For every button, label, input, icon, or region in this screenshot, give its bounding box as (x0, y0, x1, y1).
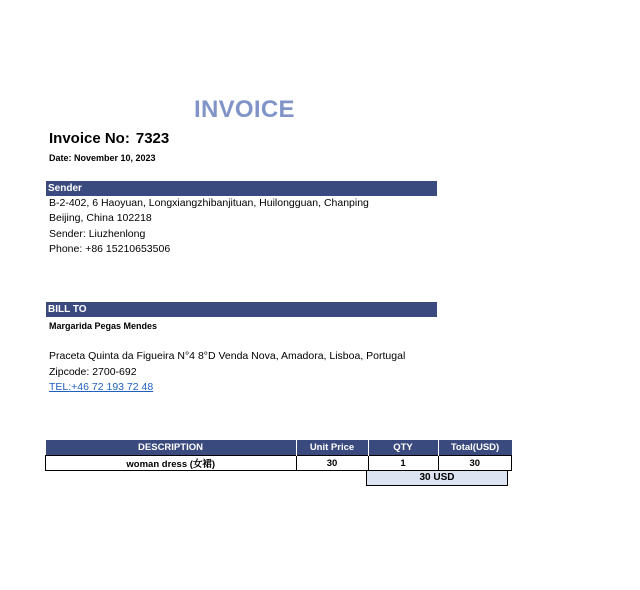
sender-name: Sender: Liuzhenlong (49, 228, 146, 240)
items-table (45, 440, 512, 471)
item-description: woman dress (女裙) (46, 456, 297, 471)
items-table-header-row (46, 440, 512, 456)
bill-to-header-bar: BILL TO (46, 302, 437, 317)
grand-total: 30 USD (366, 470, 508, 486)
column-header-total: Total(USD) (438, 440, 512, 456)
bill-to-name: Margarida Pegas Mendes (49, 321, 158, 331)
item-total: 30 (438, 456, 512, 471)
column-header-unit-price: Unit Price (296, 440, 368, 456)
sender-phone: Phone: +86 15210653506 (49, 243, 171, 255)
column-header-description: DESCRIPTION (46, 440, 297, 456)
column-header-qty: QTY (368, 440, 438, 456)
item-qty: 1 (368, 456, 438, 471)
bill-to-zipcode: Zipcode: 2700-692 (49, 366, 137, 378)
invoice-number: 7323 (135, 130, 170, 147)
invoice-number-line (49, 130, 169, 147)
invoice-title: INVOICE (194, 96, 295, 123)
sender-address-line1: B-2-402, 6 Haoyuan, Longxiangzhibanjituan, Huilongguan, Chanping (49, 197, 369, 209)
invoice-number-label: Invoice No: (49, 130, 130, 147)
sender-header-bar: Sender (46, 181, 437, 196)
item-unit-price: 30 (296, 456, 368, 471)
bill-to-address: Praceta Quinta da Figueira N°4 8°D Venda Nova, Amadora, Lisboa, Portugal (49, 350, 406, 362)
invoice-date: Date: November 10, 2023 (49, 153, 156, 163)
sender-address-line2: Beijing, China 102218 (49, 212, 152, 224)
table-row (46, 456, 512, 471)
bill-to-tel-link[interactable]: TEL:+46 72 193 72 48 (49, 381, 154, 393)
